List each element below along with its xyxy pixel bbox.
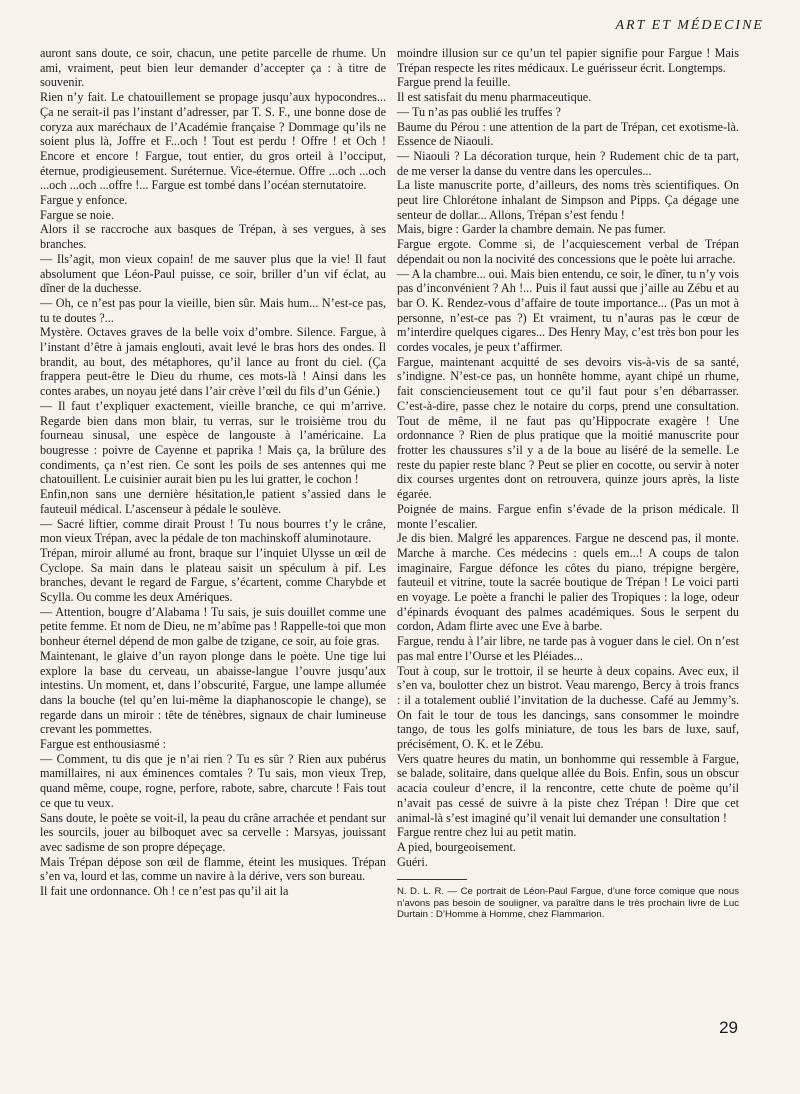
paragraph: Rien n’y fait. Le chatouillement se propage jusqu’aux hypocondres... Ça ne serait-il pas l’instant d’adresser, par T. S. F., une bonne dose de coryza aux maréchaux de l’Académie française ? Dommage qu’ils ne soient plus là, Joffre et F...och ! Tout est perdu ! Offre ! et Och ! Encore et encore ! Fargue, tout entier, du gros orteil à l’occiput, éternue, prodigieusement. Suréternue. Vice-éternue. Offre ...och ...och ...och ...och ...offre !... Fargue est tombé dans l’océan sternutatoire.	[40, 90, 386, 193]
paragraph: Fargue y enfonce.	[40, 193, 128, 208]
paragraph: Fargue, maintenant acquitté de ses devoirs vis-à-vis de sa santé, s’indigne. N’est-ce pas, un honnête homme, ayant chipé un rhume, fait consciencieusement tout ce qu’il faut pour s’en débarrasser. C’est-à-dire, passe chez le notaire du corps, prend une consultation. Tout de même, il ne faut pas qu’Hippocrate exagère ! Une ordonnance ? Rien de plus pratique que la moitié manuscrite pour frotter les chaussures s’il y a de la boue au liséré de la semelle. Le reste du papier reste blanc ? Peut se plier en cocotte, ou servir à noter dix courses urgentes dont on retrouvera, quinze jours après, la liste égarée.	[397, 354, 739, 502]
paragraph: Mais, bigre : Garder la chambre demain. Ne pas fumer.	[397, 222, 666, 237]
paragraph: — Ils’agit, mon vieux copain! de me sauver plus que la vie! Il faut absolument que Léon-Paul puisse, ce soir, briller d’un vif éclat, au dîner de la duchesse.	[40, 251, 386, 296]
paragraph: La liste manuscrite porte, d’ailleurs, des noms très scientifiques. On peut lire Chlorétone inhalant de Simpson and Pipps. Ça dégage une senteur de dollar... Allons, Trépan s’est fendu !	[397, 178, 739, 222]
paragraph: Poignée de mains. Fargue enfin s’évade de la prison médicale. Il monte l’escalier.	[397, 501, 739, 531]
paragraph: Fargue, rendu à l’air libre, ne tarde pas à voguer dans le ciel. On n’est pas mal entre l’Ourse et les Pléiades...	[397, 634, 739, 663]
paragraph: Maintenant, le glaive d’un rayon plonge dans le poète. Une tige lui explore la base du cerveau, un abaisse-langue l’ouvre jusqu’aux intestins. Un moment, et, dans l’obscurité, Fargue, une lampe allumée dans la bouche (tel qu’en lui-même la diaphanoscopie le change), se regarde dans un miroir : tête de ténèbres, signaux de chair lumineuse crevant les pommettes.	[40, 648, 386, 737]
paragraph: — Tu n’as pas oublié les truffes ?	[397, 104, 561, 119]
paragraph: Il est satisfait du menu pharmaceutique.	[397, 90, 592, 105]
paragraph: Fargue se noie.	[40, 207, 114, 222]
paragraph: — Attention, bougre d’Alabama ! Tu sais, je suis douillet comme une petite femme. Et nom de Dieu, ne m’abîme pas ! Rappelle-toi que mon bonheur éternel dépend de mon galbe de tzigane, ce soir, au foie gras.	[40, 604, 386, 649]
paragraph: Fargue rentre chez lui au petit matin.	[397, 825, 577, 840]
left-column	[40, 46, 386, 899]
paragraph: Alors il se raccroche aux basques de Trépan, à ses vergues, à ses branches.	[40, 222, 386, 252]
paragraph: — Oh, ce n’est pas pour la vieille, bien sûr. Mais hum... N’est-ce pas, tu te doutes ?...	[40, 295, 386, 325]
paragraph: Fargue prend la feuille.	[397, 75, 511, 90]
paragraph: Enfin,non sans une dernière hésitation,le patient s’assied dans le fauteuil médical. L’ascenseur à pédale le soulève.	[40, 487, 386, 516]
page-number: 29	[719, 1018, 738, 1037]
running-header: ART ET MÉDECINE	[615, 18, 764, 33]
right-column	[397, 46, 739, 920]
paragraph: — Il faut t’expliquer exactement, vieille branche, ce qui m’arrive. Regarde bien dans mon blair, tu verras, sur le troisième trou du fourneau sinusal, une espèce de langouste à l’américaine. La bougresse : poivre de Cayenne et paprika ! Mais ça, la brûlure des condiments, ça n’est rien. Ce sont les poils de ses antennes qui me chatouillent. Le cuisinier aurait bien pu les lui gratter, le cochon !	[40, 398, 386, 487]
footnote-divider	[397, 879, 467, 880]
paragraph: Fargue ergote. Comme si, de l’acquiescement verbal de Trépan dépendait ou non la nocivité des concessions que le poète lui arrache.	[397, 237, 739, 266]
paragraph: — Comment, tu dis que je n’ai rien ? Tu es sûr ? Rien aux pubérus mamillaires, ni aux éminences comtales ? Tu sais, mon vieux Trep, quand même, coupe, rogne, perfore, rabote, sabre, charcute ! Fais tout ce que tu veux.	[40, 751, 386, 810]
paragraph: moindre illusion sur ce qu’un tel papier signifie pour Fargue ! Mais Trépan respecte les rites médicaux. Le guérisseur écrit. Longtemps.	[397, 46, 739, 75]
paragraph: — A la chambre... oui. Mais bien entendu, ce soir, le dîner, tu n’y vois pas d’inconvénient ? Ah !... Puis il faut aussi que j’aille au Zébu et au bar O. K. Rendez-vous d’affaire de toute importance... (Pas un mot à personne, n’est-ce pas ?) Et vraiment, tu n’auras pas le cœur de m’interdire quelques cigares... Des Henry May, c’est très bon pour les cordes vocales, je peux t’affirmer.	[397, 266, 739, 355]
paragraph: auront sans doute, ce soir, chacun, une petite parcelle de rhume. Un ami, vraiment, peut bien leur demander d’accepter ça : à titre de souvenir.	[40, 46, 386, 90]
paragraph: Fargue est enthousiasmé :	[40, 737, 167, 752]
paragraph: A pied, bourgeoisement.	[397, 839, 516, 854]
paragraph: Baume du Pérou : une attention de la part de Trépan, cet exotisme-là. Essence de Niaouli.	[397, 119, 739, 149]
paragraph: Guéri.	[397, 854, 428, 869]
paragraph: Trépan, miroir allumé au front, braque sur l’inquiet Ulysse un œil de Cyclope. Sa main dans le plateau saisit un spéculum à pif. Les branches, devant le regard de Fargue, s’écartent, comme Charybde et Scylla. Ou comme les deux Amériques.	[40, 545, 386, 605]
paragraph: — Niaouli ? La décoration turque, hein ? Rudement chic de ta part, de me verser la danse du ventre dans les opercules...	[397, 148, 739, 178]
footnote: N. D. L. R. — Ce portrait de Léon-Paul Fargue, d’une force comique que nous n’avons pas besoin de souligner, va paraître dans le très prochain livre de Luc Durtain : D’Homme à Homme, chez Flammarion.	[397, 886, 739, 920]
paragraph: — Sacré liftier, comme dirait Proust ! Tu nous bourres t’y le crâne, mon vieux Trépan, avec la pédale de ton machinskoff aluminotaure.	[40, 516, 386, 546]
paragraph: Vers quatre heures du matin, un bonhomme qui ressemble à Fargue, se balade, solitaire, dans quelque allée du Bois. Enfin, sous un obscur acacia couleur d’encre, il la rencontre, cette chute de poème qu’il n’avait pas cessé de suivre à la piste chez Trépan ! Dire que cet animal-là s’est imaginé qu’il venait lui demander une consultation !	[397, 751, 739, 825]
paragraph: Mais Trépan dépose son œil de flamme, éteint les musiques. Trépan s’en va, lourd et las, comme un navire à la dérive, vers son bureau.	[40, 854, 386, 884]
paragraph: Il fait une ordonnance. Oh ! ce n’est pas qu’il ait la	[40, 884, 289, 899]
paragraph: Tout à coup, sur le trottoir, il se heurte à deux copains. Avec eux, il s’en va, boulotter chez un bistrot. Veau marengo, Bercy à trois francs : il a totalement oublié l’invitation de la duchesse. Café au Jemmy’s. On fait le tour de tous les dancings, sans consommer le moindre tango, de tous les golfs miniature, de tous les bars de luxe, sauf, précisément, O. K. et le Zébu.	[397, 663, 739, 752]
paragraph: Sans doute, le poète se voit-il, la peau du crâne arrachée et pendant sur les sourcils, jouer au bilboquet avec sa cervelle : Marsyas, jouissant avec sadisme de son propre dépeçage.	[40, 810, 386, 854]
paragraph: Mystère. Octaves graves de la belle voix d’ombre. Silence. Fargue, à l’instant d’être à jamais englouti, avait levé le bras hors des ondes. Il brandit, au bout, des métaphores, qu’il lance au front du ciel. (Ça frappera peut-être le Dieu du rhume, ces mots-là ! Ainsi dans les contes arabes, un noyau jeté dans l’air crève l’œil du fils d’un Génie.)	[40, 325, 386, 399]
paragraph: Je dis bien. Malgré les apparences. Fargue ne descend pas, il monte. Marche à marche. Ces médecins : quels em...! A coups de talon imaginaire, Fargue défonce les côtes du piano, trépigne bergère, fauteuil et vitrine, toute la sacrée boutique de Trépan ! Le voici parti en voyage. Le poète a franchi le palier des Tropiques : la loge, odeur d’épinards évoquant des palmes académiques. Sous le serpent du cordon, Adam flirte avec une Eve à barbe.	[397, 531, 739, 634]
